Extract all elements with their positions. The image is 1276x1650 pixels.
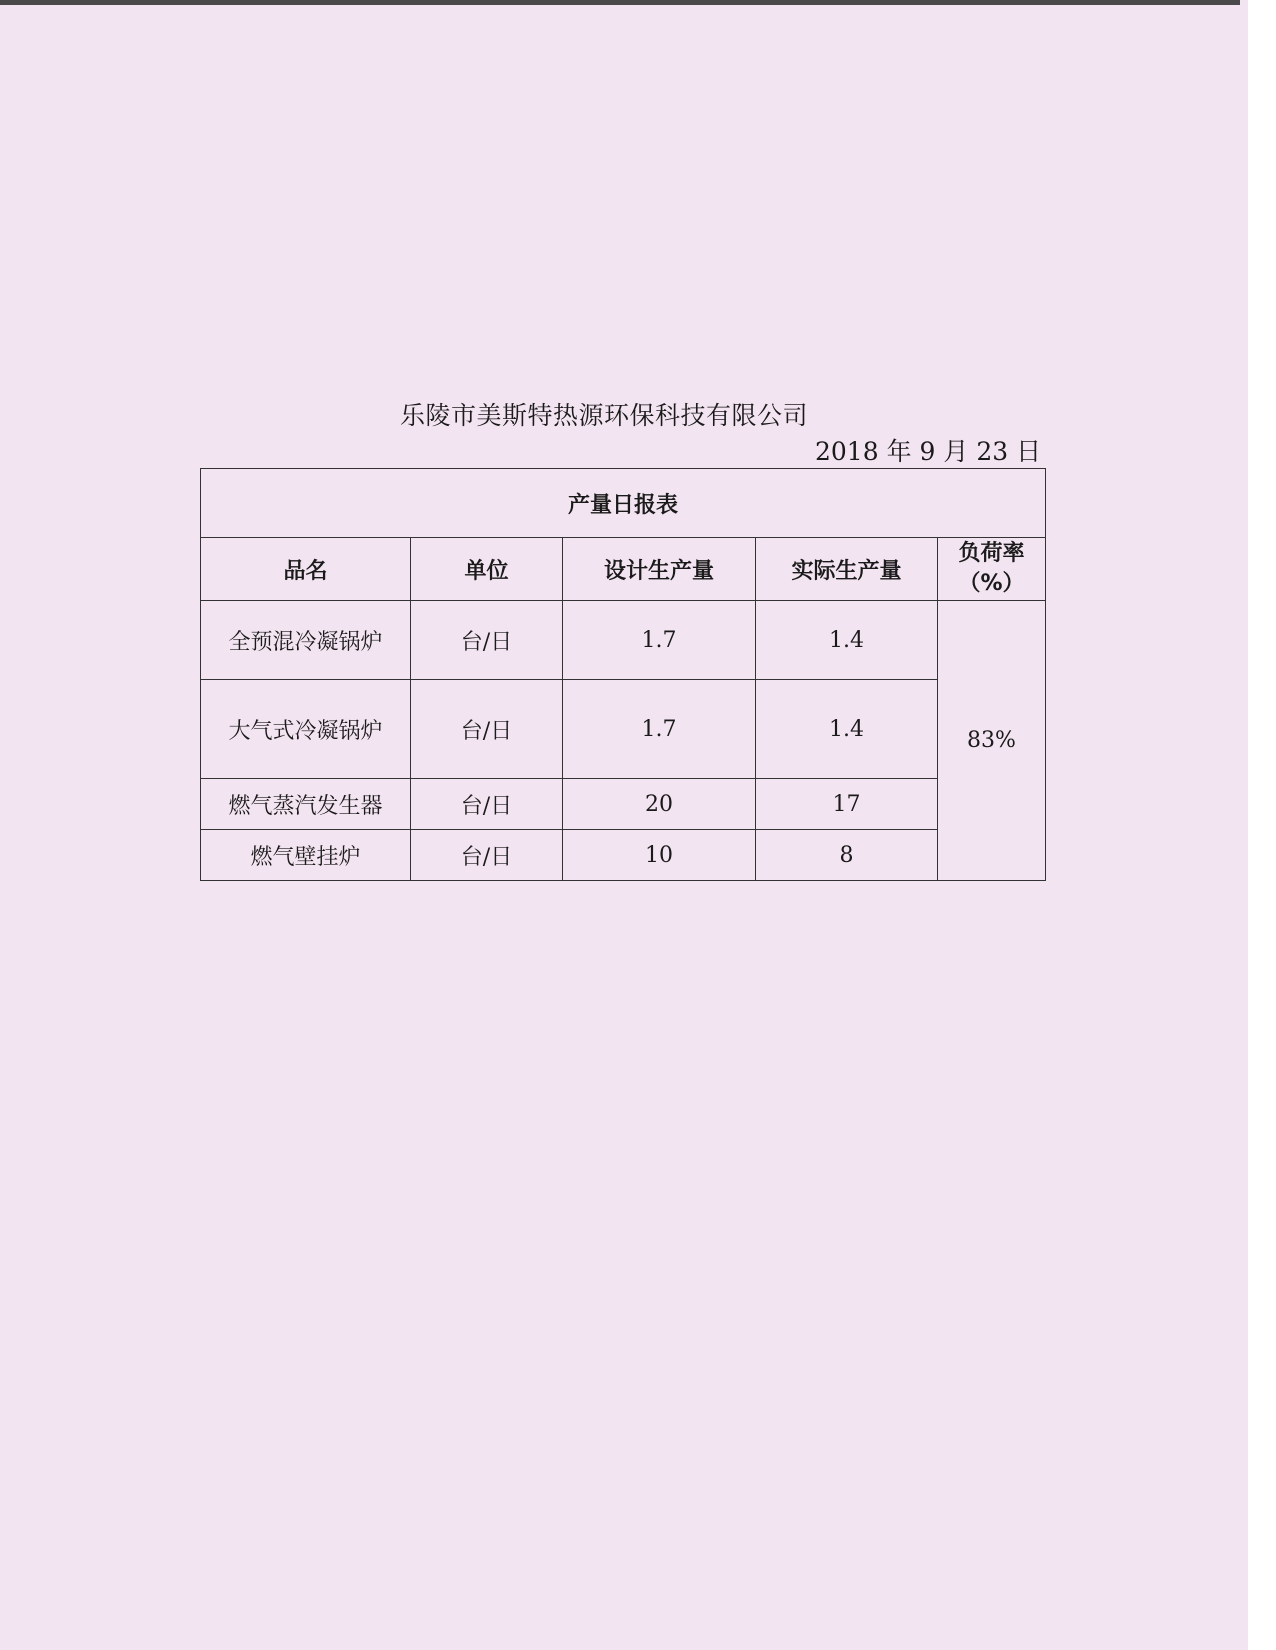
design-output-cell: 1.7	[563, 680, 756, 779]
table-title: 产量日报表	[201, 469, 1046, 538]
actual-output-cell: 1.4	[756, 680, 938, 779]
product-name: 全预混冷凝锅炉	[201, 601, 411, 680]
unit-cell: 台/日	[411, 601, 563, 680]
actual-output-cell: 8	[756, 830, 938, 881]
product-name: 大气式冷凝锅炉	[201, 680, 411, 779]
design-output-cell: 1.7	[563, 601, 756, 680]
column-header-load-rate	[938, 538, 1046, 601]
load-rate-value: 83%	[938, 601, 1046, 881]
table-title-row	[201, 469, 1046, 538]
actual-output-cell: 17	[756, 779, 938, 830]
column-header-unit: 单位	[411, 538, 563, 601]
scan-edge-top	[0, 0, 1240, 5]
load-rate-unit: （%）	[958, 571, 1025, 596]
daily-output-table	[200, 468, 1046, 881]
table-row	[201, 680, 1046, 779]
company-name: 乐陵市美斯特热源环保科技有限公司	[400, 401, 809, 430]
design-output-cell: 20	[563, 779, 756, 830]
table-row	[201, 779, 1046, 830]
column-header-product: 品名	[201, 538, 411, 601]
table-row	[201, 830, 1046, 881]
unit-cell: 台/日	[411, 779, 563, 830]
load-rate-label: 负荷率	[958, 541, 1025, 566]
column-header-design-output: 设计生产量	[563, 538, 756, 601]
table-header-row	[201, 538, 1046, 601]
unit-cell: 台/日	[411, 680, 563, 779]
actual-output-cell: 1.4	[756, 601, 938, 680]
design-output-cell: 10	[563, 830, 756, 881]
report-date: 2018 年 9 月 23 日	[815, 437, 1042, 466]
column-header-actual-output: 实际生产量	[756, 538, 938, 601]
product-name: 燃气蒸汽发生器	[201, 779, 411, 830]
scan-edge-right	[1248, 0, 1276, 1650]
unit-cell: 台/日	[411, 830, 563, 881]
table-row	[201, 601, 1046, 680]
product-name: 燃气壁挂炉	[201, 830, 411, 881]
